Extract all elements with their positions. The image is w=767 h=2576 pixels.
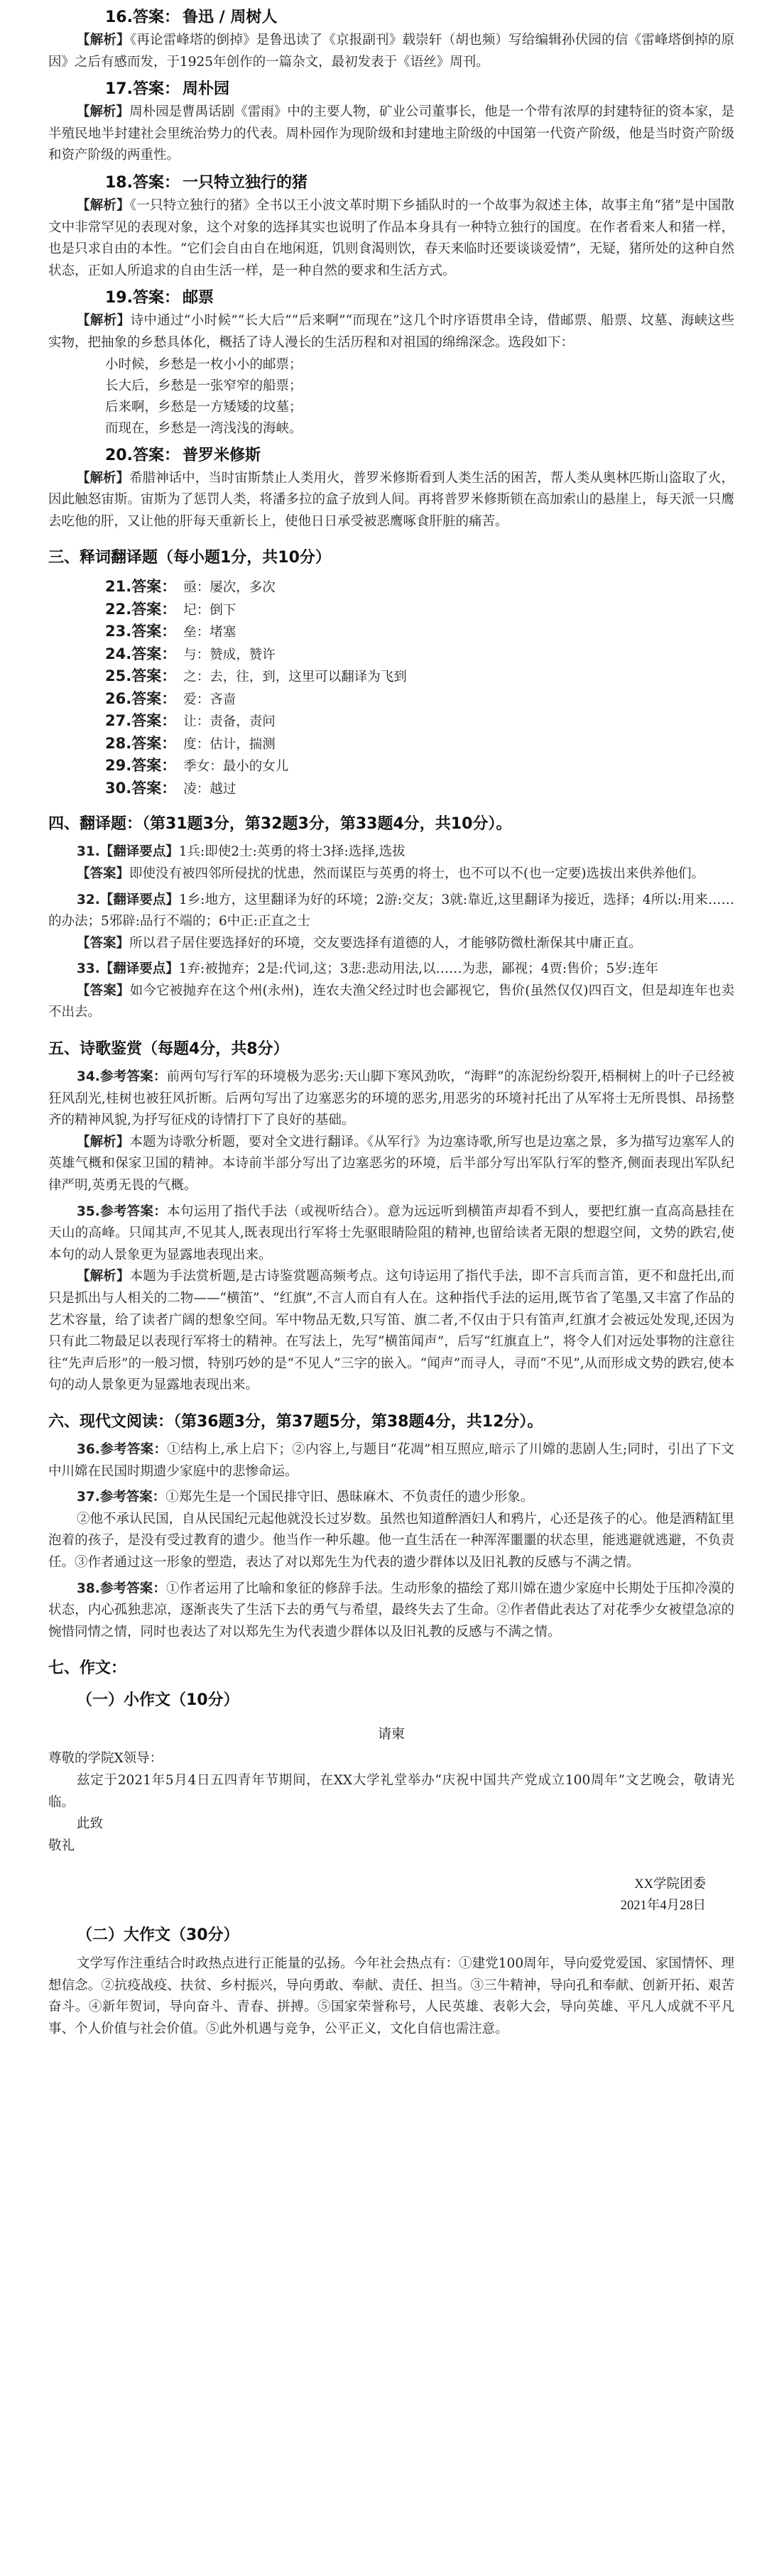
- letter-closing-2: 敬礼: [48, 1838, 75, 1853]
- q36-answer: 36.参考答案：①结构上,承上启下；②内容上,与题目“花凋”相互照应,暗示了川嫦的悲剧人生;同时，引出了下文中川嫦在民国时期遗少家庭中的悲惨命运。: [48, 1441, 734, 1479]
- list-item: 25.答案： 之：去，往，到，这里可以翻译为飞到: [105, 667, 407, 685]
- q16-block: [48, 6, 734, 73]
- essay-guidance: 文学写作注重结合时政热点进行正能量的弘扬。今年社会热点有：①建党100周年，导向爱党爱国、家国情怀、理想信念。②抗疫战疫、扶贫、乡村振兴，导向勇敢、奉献、责任、担当。③三牛精神，导向孔和奉献、创新开拓、艰苦奋斗。④新年贺词，导向奋斗、青春、拼搏。⑤国家荣誉称号，人民英雄、表彰大会，导向英雄、平凡人成就不平凡事、个人价值与社会价值。⑤此外机遇与竞争，公平正义，文化自信也需注意。: [48, 1956, 734, 2037]
- section-7-heading: 七、作文：: [48, 1659, 127, 1678]
- q17-analysis: 【解析】周朴园是曹禺话剧《雷雨》中的主要人物，矿业公司董事长，他是一个带有浓厚的封建特征的资本家，是半殖民地半封建社会里统治势力的代表。周朴园作为现阶级和封建地主阶级的中国第一代资产阶级，他是当时资产阶级和资产阶级的两重性。: [48, 104, 734, 163]
- q37-block: [48, 1487, 734, 1573]
- letter-salutation: 尊敬的学院X领导：: [48, 1751, 163, 1767]
- q32-answer: 【答案】所以君子居住要选择好的环境，交友要选择有道德的人，才能够防微杜渐保其中庸正直。: [77, 935, 642, 951]
- letter-date: 2021年4月28日: [620, 1899, 706, 1914]
- q37-answer: 37.参考答案：①郑先生是一个国民排守旧、愚昧麻木、不负责任的遗少形象。: [77, 1490, 534, 1505]
- list-item: 21.答案： 亟：屡次，多次: [105, 578, 276, 596]
- q35-analysis: 【解析】本题为手法赏析题,是古诗鉴赏题高频考点。这句诗运用了指代手法，即不言兵而言笛，更不和盘托出,而只是抓出与人相关的二物——“横笛”、“红旗”,不言人而自有人在。这种指代手法的运用,既节省了笔墨,又丰富了作品的艺术容量，给了读者广阔的想象空间。军中物品无数,只写笛、旗二者,不仅由于只有笛声,红旗才会被远处发现,还因为只有此二物最足以表现行军将士的精神。在写法上，先写“横笛闻声”，后写“红旗直上”，将令人们对远处事物的注意往往“先声后形”的一般习惯，特别巧妙的是“不见人”三字的嵌入。“闻声”而寻人，寻而“不见”,从而形成文势的跌宕,使本句的动人景象更为显露地表现出来。: [48, 1269, 734, 1393]
- letter-title: 请柬: [377, 1726, 405, 1742]
- q20-answer: 20.答案： 普罗米修斯: [105, 446, 261, 464]
- q31-answer: 【答案】即使没有被四邻所侵扰的忧患，然而谋臣与英勇的将士，也不可以不(也一定要)选拔出来供养他们。: [77, 866, 705, 881]
- q16-answer: 16.答案： 鲁迅 / 周树人: [105, 9, 278, 26]
- q33-block: [48, 959, 734, 1024]
- list-item: 27.答案： 让：责备，责问: [105, 712, 276, 730]
- list-item: 29.答案： 季女：最小的女儿: [105, 757, 289, 775]
- q17-block: [48, 77, 734, 167]
- q38-block: [48, 1578, 734, 1644]
- q19-analysis: 【解析】诗中通过“小时候”“长大后”“后来啊”“而现在”这几个时序语贯串全诗，借邮票、船票、坟墓、海峡这些实物，把抽象的乡愁具体化，概括了诗人漫长的生活历程和对祖国的绵绵深念。选段如下：: [48, 313, 734, 350]
- q35-block: [48, 1201, 734, 1397]
- poem-line: 长大后，乡愁是一张窄窄的船票；: [105, 378, 303, 393]
- q38-answer: 38.参考答案：①作者运用了比喻和象征的修辞手法。生动形象的描绘了郑川嫦在遗少家庭中长期处于压抑冷漠的状态，内心孤独悲凉，逐渐丧失了生活下去的勇气与希望，最终失去了生命。②作者借此表达了对花季少女被望急凉的惋惜同情之情，同时也表达了对以郑先生为代表遗少群体以及旧礼教的反感与不满之情。: [48, 1581, 734, 1639]
- q20-block: [48, 444, 734, 533]
- q16-analysis: 【解析】《再论雷峰塔的倒掉》是鲁迅读了《京报副刊》载崇轩（胡也频）写给编辑孙伏园的信《雷峰塔倒掉的原因》之后有感而发，于1925年创作的一篇杂文，最初发表于《语丝》周刊。: [48, 33, 734, 70]
- poem-line: 后来啊，乡愁是一方矮矮的坟墓；: [105, 399, 303, 415]
- q18-block: [48, 171, 734, 282]
- section-3-list: [48, 575, 734, 799]
- list-item: 24.答案： 与：赞成，赞许: [105, 645, 276, 662]
- q34-block: [48, 1066, 734, 1197]
- big-essay-heading: （二）大作文（30分）: [77, 1926, 239, 1945]
- section-3-heading: 三、释词翻译题（每小题1分，共10分）: [48, 549, 331, 567]
- q18-analysis: 【解析】《一只特立独行的猪》全书以王小波文革时期下乡插队时的一个故事为叙述主体，故事主角“猪”是中国散文中非常罕见的表现对象，这个对象的选择其实也说明了作品本身具有一种特立独行的国度。在作者看来人和猪一样，也是只求自由的本性。“它们会自由自在地闲逛，饥则食渴则饮，春天来临时还要谈谈爱情”，无疑，猪所处的这种自然状态，正如人所追求的自由生活一样，是一种自然的要求和生活方式。: [48, 197, 734, 278]
- letter-closing-1: 此致: [77, 1816, 104, 1832]
- q18-answer: 18.答案： 一只特立独行的猪: [105, 173, 308, 192]
- list-item: 28.答案： 度：估计，揣测: [105, 734, 276, 752]
- small-essay-heading: （一）小作文（10分）: [77, 1691, 239, 1710]
- q20-analysis: 【解析】希腊神话中，当时宙斯禁止人类用火，普罗米修斯看到人类生活的困苦，帮人类从奥林匹斯山盗取了火，因此触怒宙斯。宙斯为了惩罚人类，将潘多拉的盒子放到人间。再将普罗米修斯锁在高加索山的悬崖上，每天派一只鹰去吃他的肝，又让他的肝每天重新长上，使他日日承受被恶鹰啄食肝脏的痛苦。: [48, 470, 734, 529]
- list-item: 26.答案： 爱：吝啬: [105, 689, 236, 707]
- poem-line: 而现在，乡愁是一湾浅浅的海峡。: [105, 420, 303, 436]
- section-6-heading: 六、现代文阅读：（第36题3分，第37题5分，第38题4分，共12分）。: [48, 1412, 543, 1431]
- list-item: 22.答案： 圮：倒下: [105, 600, 236, 618]
- section-5-heading: 五、诗歌鉴赏（每题4分，共8分）: [48, 1040, 289, 1059]
- q32-points: 32.【翻译要点】1乡:地方，这里翻译为好的环境；2游:交友；3就:靠近,这里翻译为接近，选择；4所以:用来……的办法；5邪辟:品行不端的；6中正:正直之士: [48, 892, 734, 929]
- q19-poem: [48, 354, 734, 440]
- letter-signer: XX学院团委: [634, 1877, 706, 1892]
- q19-answer: 19.答案： 邮票: [105, 289, 214, 307]
- list-item: 30.答案： 凌：越过: [105, 779, 236, 797]
- q33-points: 33.【翻译要点】1弃:被抛弃；2是:代词,这；3悲:悲动用法,以……为悲，鄙视；4贾:售价；5岁:连年: [77, 961, 659, 977]
- poem-line: 小时候，乡愁是一枚小小的邮票；: [105, 356, 303, 372]
- q31-block: [48, 841, 734, 885]
- q32-block: [48, 890, 734, 955]
- q33-answer: 【答案】如今它被抛弃在这个州(永州)，连农夫渔父经过时也会鄙视它，售价(虽然仅仅)四百文，但是却连年也卖不出去。: [48, 983, 734, 1020]
- list-item: 23.答案： 垒：堵塞: [105, 623, 236, 640]
- letter-body: 兹定于2021年5月4日五四青年节期间，在XX大学礼堂举办“庆祝中国共产党成立100周年”文艺晚会，敬请光临。: [48, 1772, 734, 1810]
- q36-block: [48, 1439, 734, 1483]
- spacer: [48, 1857, 734, 1874]
- q31-points: 31.【翻译要点】1兵:即使2士:英勇的将士3择:选择,选拔: [77, 844, 406, 860]
- section-4-heading: 四、翻译题：（第31题3分，第32题3分，第33题4分，共10分）。: [48, 815, 512, 834]
- q19-block: [48, 286, 734, 439]
- q35-answer: 35.参考答案：本句运用了指代手法（或视听结合）。意为远远听到横笛声却看不到人，要把红旗一直高高悬挂在天山的高峰。只闻其声,不见其人,既表现出行军将士先驱眼睛险阻的精神,也留给读者无限的想遐空间，文势的跌宕,使本句的动人景象更为显露地表现出来。: [48, 1204, 734, 1262]
- q34-analysis: 【解析】本题为诗歌分析题，要对全文进行翻译。《从军行》为边塞诗歌,所写也是边塞之景，多为描写边塞军人的英雄气概和保家卫国的精神。本诗前半部分写出了边塞恶劣的环境，后半部分写出军队行军的整齐,侧面表现出军队纪律严明,英勇无畏的气概。: [48, 1134, 734, 1194]
- q17-answer: 17.答案： 周朴园: [105, 80, 229, 99]
- q34-answer: 34.参考答案：前两句写行军的环境极为恶劣:天山脚下寒风劲吹，“海畔”的冻泥纷纷裂开,梧桐树上的叶子已经被狂风刮光,桂树也被狂风折断。后两句写出了边塞恶劣的环境的恶劣,用恶劣的环境衬托出了从军将士无所畏惧、昂扬整齐的精神风貌,为抒写征戍的诗情打下了良好的基础。: [48, 1069, 734, 1128]
- q37-more: ②他不承认民国，自从民国纪元起他就没长过岁数。虽然也知道醉酒妇人和鸦片，心还是孩子的心。他是酒精缸里泡着的孩子，是没有受过教育的遗少。他当作一种乐趣。他一直生活在一种浑浑噩噩的状态里，能逃避就逃避，不负责任。③作者通过这一形象的塑造，表达了对以郑先生为代表的遗少群体以及旧礼教的反感与不满之情。: [48, 1511, 734, 1570]
